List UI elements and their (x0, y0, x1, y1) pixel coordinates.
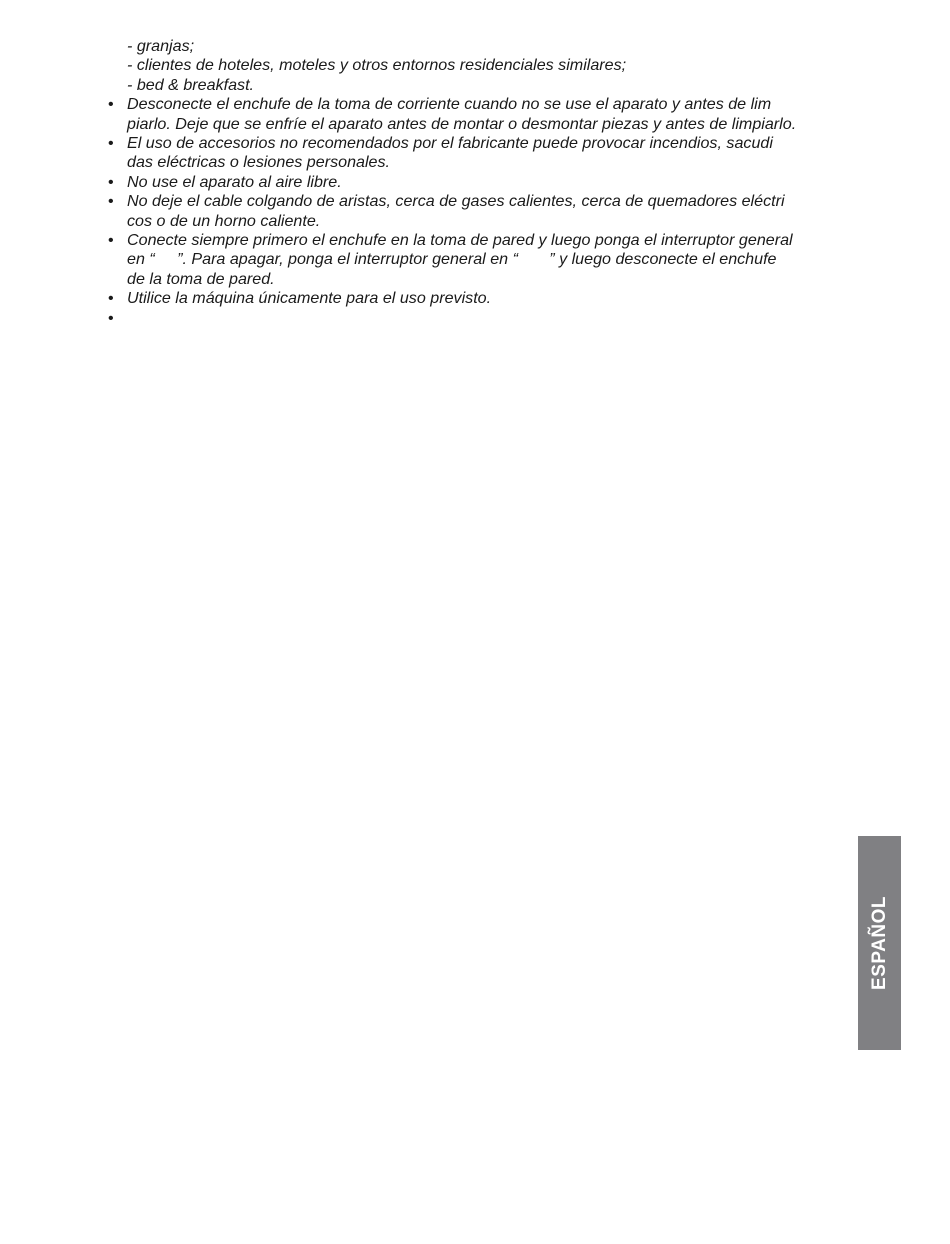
bullet-line: cos o de un horno caliente. (127, 211, 321, 230)
bullet-line: • Utilice la máquina únicamente para el uso previsto. (127, 289, 492, 308)
bullet-line: • Conecte siempre primero el enchufe en la toma de pared y luego ponga el interruptor general (127, 231, 793, 250)
bullet-outdoors (108, 173, 843, 192)
bullet-plug-order (108, 231, 843, 289)
bullet-line: • El uso de accesorios no recomendados por el fabricante puede provocar incendios, sacudi (127, 134, 773, 153)
bullet-line: • No deje el cable colgando de aristas, cerca de gases calientes, cerca de quemadores eléctri (127, 192, 785, 211)
language-side-tab (858, 836, 901, 1050)
bullet-unplug (108, 95, 843, 134)
sublist-item-granjas: - granjas; (127, 37, 195, 55)
sublist-item-bed-breakfast: - bed & breakfast. (127, 75, 255, 94)
bullet-line: • No use el aparato al aire libre. (127, 172, 342, 191)
language-side-tab-label: ESPAÑOL (868, 896, 890, 990)
bullet-accessories (108, 134, 843, 173)
bullet-line: das eléctricas o lesiones personales. (127, 153, 391, 172)
bullet-intended-use (108, 289, 843, 308)
sublist-item-hoteles: - clientes de hoteles, moteles y otros entornos residenciales similares; (127, 56, 627, 75)
bullet-line (127, 309, 843, 328)
bullet-line: • Desconecte el enchufe de la toma de corriente cuando no se use el aparato y antes de lim (127, 95, 772, 114)
safety-bullet-list (108, 95, 843, 328)
bullet-empty (108, 309, 843, 328)
bullet-line: en “ ”. Para apagar, ponga el interruptor general en “ ” y luego desconecte el enchufe (127, 250, 777, 269)
bullet-line: piarlo. Deje que se enfríe el aparato antes de montar o desmontar piezas y antes de limpiarlo. (127, 114, 797, 133)
bullet-cable (108, 192, 843, 231)
instructions-text (108, 37, 843, 328)
bullet-line: de la toma de pared. (127, 269, 275, 288)
